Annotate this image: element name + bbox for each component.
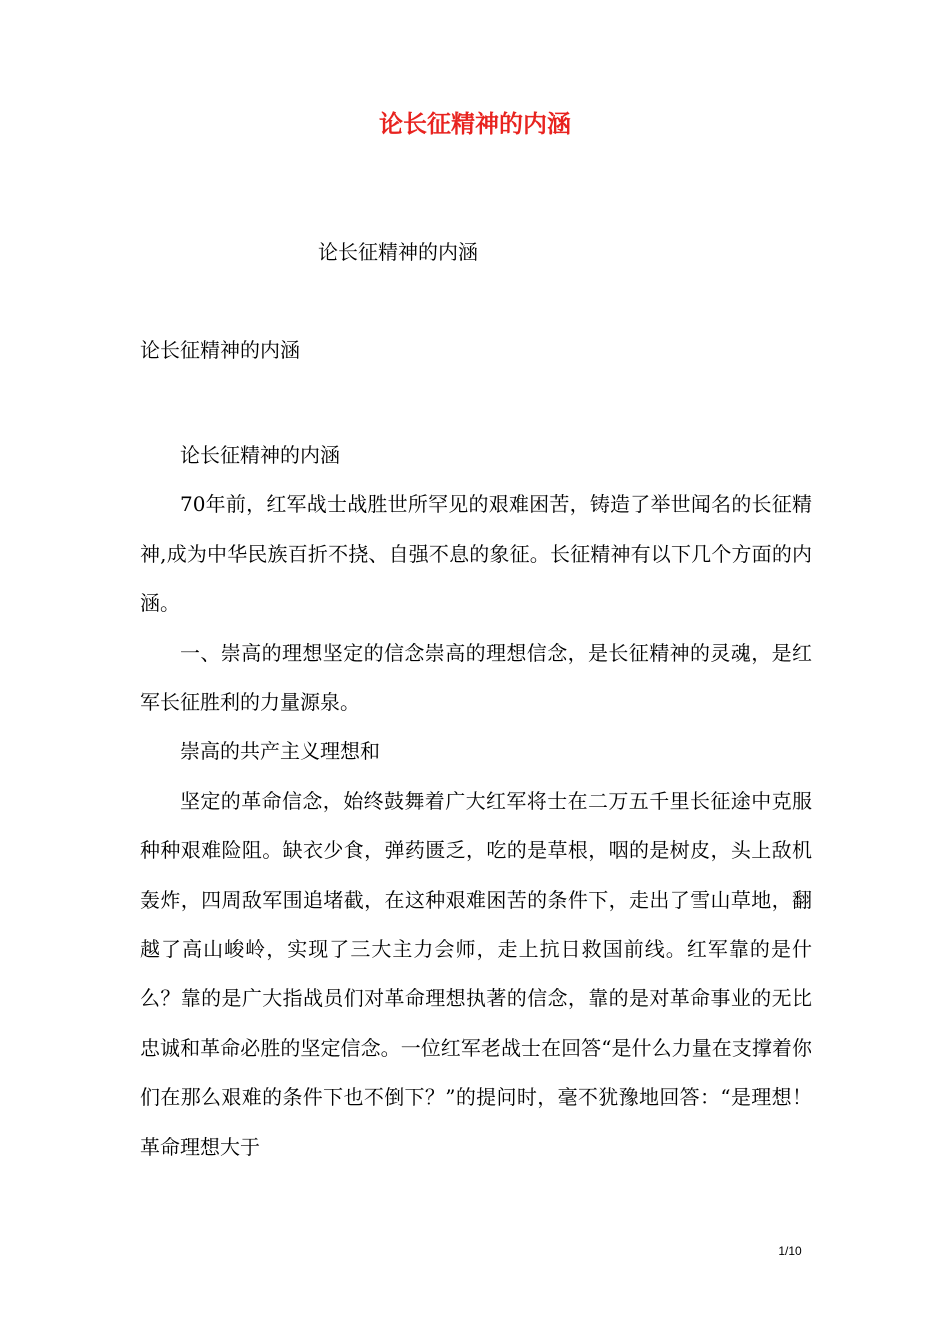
document-body [140,431,812,1172]
document-title: 论长征精神的内涵 [379,110,571,138]
paragraph-1: 论长征精神的内涵 [180,443,340,467]
section-heading: 论长征精神的内涵 [140,338,300,362]
paragraph-3: 一、崇高的理想坚定的信念崇高的理想信念，是长征精神的灵魂，是红军长征胜利的力量源泉。 [140,640,812,715]
document-subtitle: 论长征精神的内涵 [318,240,478,264]
paragraph-4: 崇高的共产主义理想和 [180,739,380,764]
paragraph-2: 70年前，红军战士战胜世所罕见的艰难困苦，铸造了举世闻名的长征精神,成为中华民族百折不挠、自强不息的象征。长征精神有以下几个方面的内涵。 [140,492,812,616]
paragraph-5: 坚定的革命信念，始终鼓舞着广大红军将士在二万五千里长征途中克服种种艰难险阻。缺衣少食，弹药匮乏，吃的是草根，咽的是树皮，头上敌机轰炸，四周敌军围追堵截，在这种艰难困苦的条件下，走出了雪山草地，翻越了高山峻岭，实现了三大主力会师，走上抗日救国前线。红军靠的是什么？靠的是广大指战员们对革命理想执著的信念，靠的是对革命事业的无比忠诚和革命必胜的坚定信念。一位红军老战士在回答“是什么力量在支撑着你们在那么艰难的条件下也不倒下？”的提问时，毫不犹豫地回答：“是理想！革命理想大于 [140,788,812,1159]
page-number: 1/10 [778,1244,802,1258]
